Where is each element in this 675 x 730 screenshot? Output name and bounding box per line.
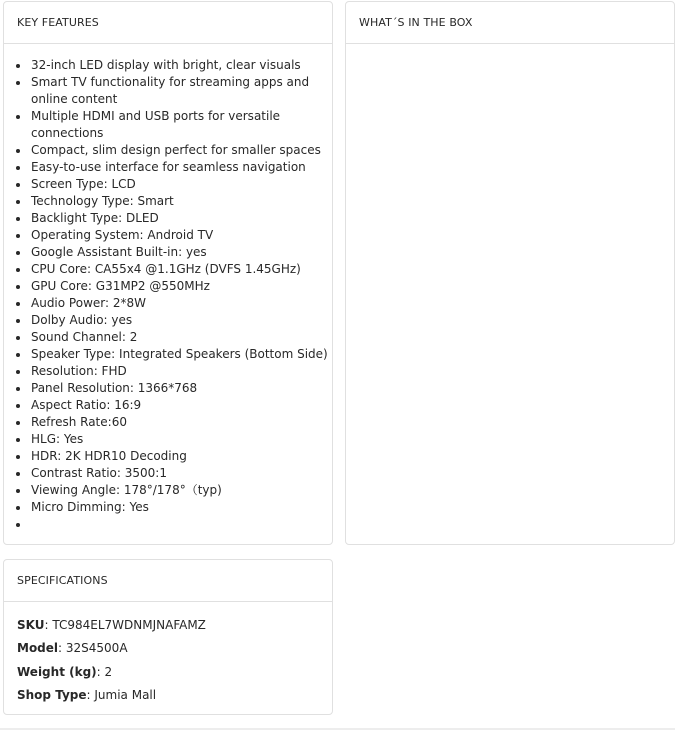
list-item: • GPU Core: G31MP2 @550MHz [30, 278, 332, 295]
list-item: • Panel Resolution: 1366*768 [30, 380, 332, 397]
list-item: • Audio Power: 2*8W [30, 295, 332, 312]
spec-label: Shop Type [17, 687, 87, 702]
spec-label: SKU [17, 618, 45, 632]
list-item: • Speaker Type: Integrated Speakers (Bottom Side) [30, 346, 332, 363]
list-item: • 32-inch LED display with bright, clear visuals [30, 57, 332, 74]
list-item: • Resolution: FHD [30, 363, 332, 380]
list-item: • Refresh Rate:60 [30, 414, 332, 431]
list-item: • HDR: 2K HDR10 Decoding [30, 448, 332, 465]
list-item: • Easy-to-use interface for seamless navigation [30, 159, 332, 176]
key-features-list [4, 44, 332, 533]
list-item: • Technology Type: Smart [30, 193, 332, 210]
spec-label: Weight (kg) [17, 664, 97, 679]
list-item: • Compact, slim design perfect for smaller spaces [30, 142, 332, 159]
spec-value: : Jumia Mall [86, 687, 157, 702]
spec-row-sku [17, 614, 319, 637]
list-item: • Dolby Audio: yes [30, 312, 332, 329]
specifications-card [3, 559, 333, 715]
list-item: • Viewing Angle: 178°/178°（typ) [30, 482, 332, 499]
whats-in-box-title: WHAT´S IN THE BOX [346, 2, 674, 44]
list-item: • Sound Channel: 2 [30, 329, 332, 346]
spec-label: Model [17, 641, 59, 656]
list-item: • Operating System: Android TV [30, 227, 332, 244]
list-item: • Micro Dimming: Yes [30, 499, 332, 516]
list-item: • Multiple HDMI and USB ports for versatile connections [30, 108, 332, 142]
spec-value: : 2 [96, 664, 113, 679]
list-item: • Aspect Ratio: 16:9 [30, 397, 332, 414]
whats-in-box-card [345, 1, 675, 545]
spec-row-weight [17, 661, 319, 684]
list-item: • CPU Core: CA55x4 @1.1GHz (DVFS 1.45GHz) [30, 261, 332, 278]
list-item: • Screen Type: LCD [30, 176, 332, 193]
specifications-list [4, 602, 332, 707]
key-features-card [3, 1, 333, 545]
specifications-title: SPECIFICATIONS [4, 560, 332, 602]
spec-value: : 32S4500A [58, 641, 128, 656]
list-item-empty [30, 516, 332, 533]
spec-row-model [17, 637, 319, 660]
list-item: • HLG: Yes [30, 431, 332, 448]
list-item: • Smart TV functionality for streaming apps and online content [30, 74, 332, 108]
list-item: • Google Assistant Built-in: yes [30, 244, 332, 261]
list-item: • Backlight Type: DLED [30, 210, 332, 227]
list-item: • Contrast Ratio: 3500:1 [30, 465, 332, 482]
spec-row-shop-type [17, 684, 319, 707]
spec-value: : TC984EL7WDNMJNAFAMZ [44, 618, 206, 632]
key-features-title: KEY FEATURES [4, 2, 332, 44]
